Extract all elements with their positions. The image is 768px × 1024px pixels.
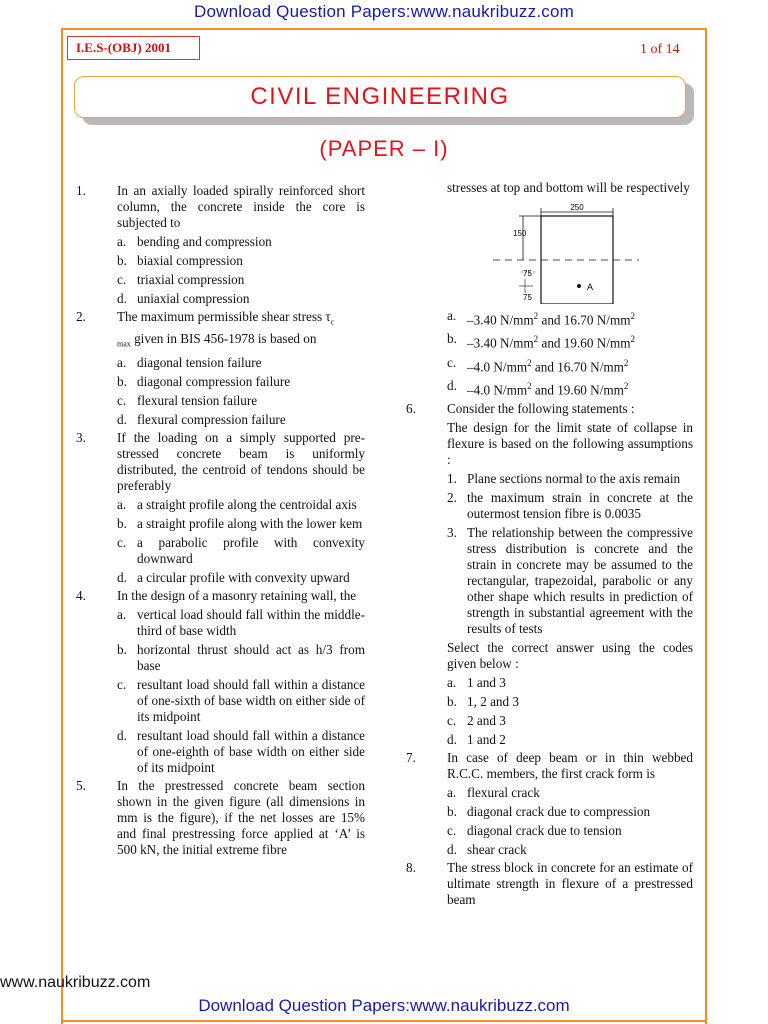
beam-section-figure: [487, 202, 647, 304]
option-text: flexural crack: [467, 784, 540, 800]
option-a: [447, 308, 693, 328]
option-label: a.: [117, 234, 127, 249]
question-stem: In the design of a masonry retaining wall, the: [117, 588, 357, 604]
question-intro: The design for the limit state of collapse in flexure is based on the following assumptions :: [447, 419, 693, 467]
option-label: b.: [117, 374, 127, 390]
option-label: a.: [117, 607, 127, 623]
option-label: b.: [447, 693, 457, 709]
left-column: [72, 183, 365, 860]
page-frame-left: [61, 28, 63, 1024]
option-c: [117, 677, 365, 725]
option-label: b.: [447, 331, 457, 347]
question-number: 2.: [76, 309, 86, 324]
question-5: [72, 778, 365, 858]
option-label: d.: [117, 570, 127, 586]
top-dimension-label: 150: [513, 229, 527, 238]
statement-2: [447, 490, 693, 522]
statement-text: the maximum strain in concrete at the outermost tension fibre is 0.0035: [467, 489, 693, 521]
option-label: b.: [117, 253, 127, 268]
top-banner[interactable]: Download Question Papers:www.naukribuzz.com: [194, 2, 574, 21]
option-label: d.: [447, 731, 457, 747]
superscript: 2: [533, 334, 539, 345]
superscript: 2: [533, 311, 539, 321]
option-a: [117, 607, 365, 639]
option-text: diagonal compression failure: [137, 374, 291, 390]
question-3: [72, 430, 365, 586]
bottom-banner[interactable]: Download Question Papers:www.naukribuzz.com: [198, 996, 570, 1015]
question-stem: Consider the following statements :: [447, 400, 635, 416]
option-d: [447, 732, 693, 748]
question-7: [402, 750, 693, 858]
stem-text: The maximum permissible shear stress τ: [117, 309, 331, 324]
option-c: [117, 535, 365, 567]
option-b: [117, 642, 365, 674]
option-c: [447, 823, 693, 839]
option-d: [447, 842, 693, 858]
option-text: a circular profile with convexity upward: [137, 570, 350, 586]
statement-label: 2.: [447, 489, 457, 505]
option-label: a.: [447, 308, 457, 323]
question-8: [402, 860, 693, 908]
question-stem: The stress block in concrete for an estimate of ultimate strength in flexure of a prestressed beam: [447, 859, 693, 907]
point-a-label: A: [587, 282, 594, 292]
superscript: 2: [527, 357, 532, 368]
option-text: uniaxial compression: [137, 291, 250, 306]
question-number: 6.: [406, 400, 416, 416]
option-b: [117, 374, 365, 390]
page-title: CIVIL ENGINEERING: [250, 83, 510, 110]
option-c: [117, 272, 365, 288]
option-d: [117, 291, 365, 307]
option-d: [117, 728, 365, 776]
option-text: and 16.70 N/mm: [538, 312, 631, 328]
question-stem: In the prestressed concrete beam section shown in the given figure (all dimensions in mm is the figure), if the net losses are 15% and final prestressing force applied at ‘A’ is 500 kN, the initial extreme fibre: [117, 778, 365, 858]
page-frame-bottom: [61, 1020, 707, 1022]
option-a: [447, 785, 693, 801]
beam-section-diagram: [487, 202, 647, 304]
option-text: and 19.60 N/mm: [538, 335, 631, 351]
question-number: 7.: [406, 749, 416, 765]
option-label: d.: [117, 291, 127, 306]
option-c: [117, 393, 365, 409]
option-text: 1 and 3: [467, 674, 506, 690]
question-stem: In an axially loaded spirally reinforced short column, the concrete inside the core is subjected to: [117, 183, 365, 230]
option-b: [447, 694, 693, 710]
question-number: 4.: [76, 588, 86, 604]
option-text: and 16.70 N/mm: [531, 359, 624, 375]
option-d: [447, 378, 693, 398]
option-c: [447, 355, 693, 375]
question-stem: [117, 309, 365, 352]
statement-text: Plane sections normal to the axis remain: [467, 470, 681, 486]
option-label: c.: [447, 354, 457, 370]
option-a: [117, 497, 365, 513]
question-number: 5.: [76, 778, 86, 794]
option-label: c.: [117, 677, 127, 693]
lower-offset-label: 75: [523, 293, 532, 302]
option-label: c.: [447, 712, 457, 728]
option-b: [117, 253, 365, 269]
option-text: bending and compression: [137, 234, 272, 249]
question-number: 3.: [76, 430, 86, 446]
option-text: resultant load should fall within a distance of one-sixth of base width on either side of its midpoint: [137, 677, 365, 725]
statement-text: The relationship between the compressive stress distribution is concrete and the strain in concrete may be assumed to the rectangular, trapezoidal, parabolic or any other shape which results in prediction of strength in substantial agreement with the results of tests: [467, 524, 693, 636]
option-label: a.: [117, 355, 127, 371]
option-text: flexural tension failure: [137, 393, 258, 409]
superscript: 2: [623, 381, 629, 392]
option-text: shear crack: [467, 841, 527, 857]
paper-subtitle: (PAPER – I): [319, 136, 449, 161]
statement-3: [447, 525, 693, 637]
question-stem: If the loading on a simply supported pre-stressed concrete beam is uniformly distributed, the centroid of tendons should be preferably: [117, 430, 365, 494]
option-d: [117, 412, 365, 428]
option-d: [117, 570, 365, 586]
option-b: [447, 804, 693, 820]
option-text: biaxial compression: [137, 253, 243, 268]
stem-subscript: max: [117, 339, 131, 349]
question-2: [72, 309, 365, 428]
option-text: –3.40 N/mm: [467, 335, 534, 351]
option-text: triaxial compression: [137, 272, 245, 287]
option-label: c.: [117, 272, 127, 287]
option-label: b.: [117, 642, 127, 658]
option-a: [117, 234, 365, 250]
stem-subscript: c: [330, 317, 335, 327]
page-indicator: 1 of 14: [640, 42, 680, 57]
option-a: [447, 675, 693, 691]
option-b: [117, 516, 365, 532]
question-1: [72, 183, 365, 307]
option-label: a.: [117, 497, 127, 513]
option-label: a.: [447, 784, 457, 800]
question-number: 8.: [406, 859, 416, 875]
superscript: 2: [630, 334, 635, 345]
right-column: [402, 180, 693, 910]
option-text: –3.40 N/mm: [467, 312, 534, 328]
option-text: diagonal crack due to compression: [467, 803, 651, 819]
title-box: [74, 76, 686, 118]
option-label: d.: [117, 412, 127, 428]
tendon-point-a: [577, 284, 581, 288]
footer-url[interactable]: www.naukribuzz.com: [0, 974, 151, 991]
option-a: [117, 355, 365, 371]
statement-1: [447, 471, 693, 487]
option-text: horizontal thrust should act as h/3 from base: [137, 642, 365, 674]
option-text: vertical load should fall within the middle-third of base width: [137, 607, 365, 639]
superscript: 2: [623, 357, 629, 368]
option-label: c.: [447, 822, 457, 838]
exam-code-box: I.E.S-(OBJ) 2001: [67, 36, 200, 60]
superscript: 2: [527, 381, 532, 392]
option-text: a straight profile along with the lower kem: [137, 516, 363, 532]
superscript: 2: [630, 311, 635, 321]
page-frame-top: [61, 28, 707, 30]
option-label: b.: [447, 803, 457, 819]
option-text: a parabolic profile with convexity downward: [137, 535, 365, 567]
stem-text: given in BIS 456-1978 is based on: [130, 330, 317, 346]
option-text: resultant load should fall within a distance of one-eighth of base width on either side of its midpoint: [137, 728, 365, 776]
statement-label: 1.: [447, 470, 457, 486]
statement-label: 3.: [447, 524, 457, 540]
option-text: –4.0 N/mm: [467, 382, 528, 398]
question-number: 1.: [76, 183, 86, 198]
option-label: c.: [117, 393, 127, 409]
question-6: [402, 401, 693, 748]
option-label: d.: [447, 378, 457, 394]
option-text: 2 and 3: [467, 712, 506, 728]
question-4: [72, 588, 365, 776]
option-b: [447, 331, 693, 351]
option-c: [447, 713, 693, 729]
question-5-continued: [402, 180, 693, 399]
question-stem-continued: stresses at top and bottom will be respectively: [447, 180, 690, 195]
page-frame-right: [705, 28, 707, 1024]
question-stem: In case of deep beam or in thin webbed R.C.C. members, the first crack form is: [447, 749, 693, 781]
option-label: d.: [447, 841, 457, 857]
option-label: c.: [117, 535, 127, 551]
option-text: diagonal crack due to tension: [467, 822, 622, 838]
option-text: diagonal tension failure: [137, 355, 262, 371]
option-label: d.: [117, 728, 127, 744]
option-label: b.: [117, 516, 127, 532]
select-instruction: Select the correct answer using the codes given below :: [447, 639, 693, 671]
upper-offset-label: 75: [523, 269, 532, 278]
option-text: and 19.60 N/mm: [531, 382, 624, 398]
option-label: a.: [447, 674, 457, 690]
option-text: 1 and 2: [467, 731, 506, 747]
option-text: flexural compression failure: [137, 412, 286, 428]
option-text: –4.0 N/mm: [467, 359, 528, 375]
width-dimension-label: 250: [570, 203, 584, 212]
option-text: 1, 2 and 3: [467, 693, 520, 709]
option-text: a straight profile along the centroidal axis: [137, 497, 357, 513]
